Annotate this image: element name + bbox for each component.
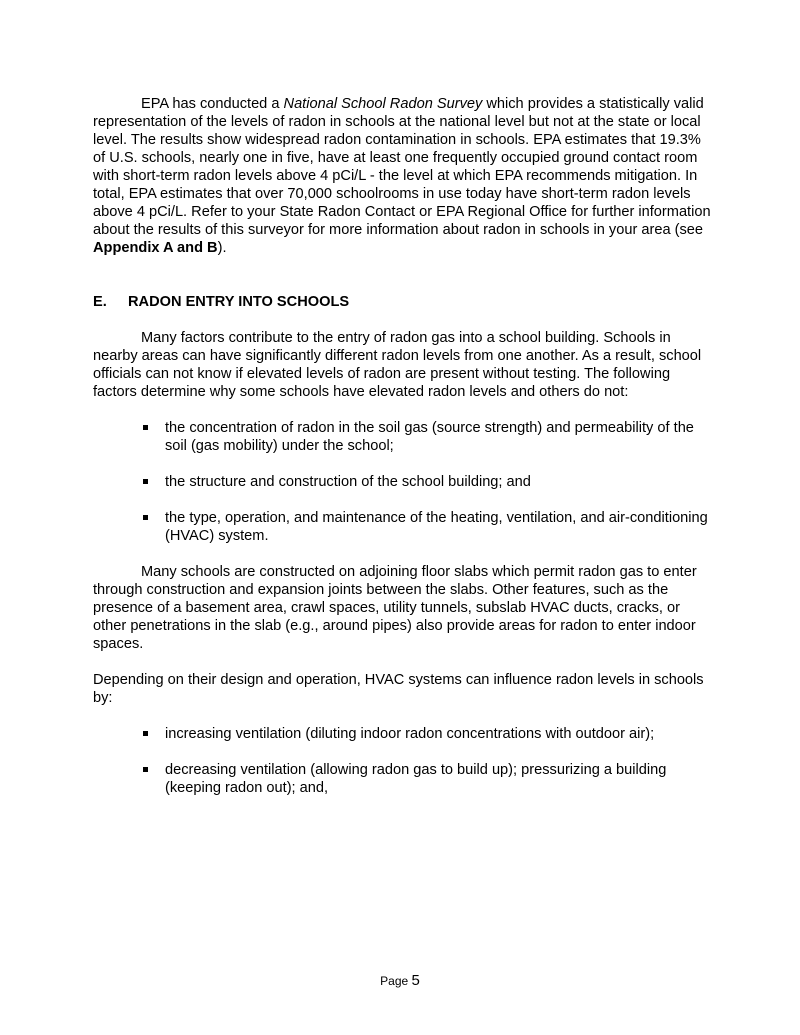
list-item: the structure and construction of the school building; and xyxy=(93,473,713,491)
survey-title: National School Radon Survey xyxy=(283,96,483,112)
page-footer xyxy=(0,972,800,990)
hvac-effects-list xyxy=(93,725,713,797)
list-item: the concentration of radon in the soil gas (source strength) and permeability of the soil (gas mobility) under the school; xyxy=(93,419,713,455)
section-letter: E. xyxy=(93,294,107,310)
hvac-intro-paragraph: Depending on their design and operation, HVAC systems can influence radon levels in schools by: xyxy=(93,672,704,706)
factors-list xyxy=(93,419,713,545)
survey-paragraph: EPA has conducted a National School Radon Survey which provides a statistically valid representation of the levels of radon in schools at the national level but not at the state or local level. The results show widespread radon contamination in schools. EPA estimates that 19.3% of U.S. schools, nearly one in five, have at least one frequently occupied ground contact room with short-term radon levels above 4 pCi/L - the level at which EPA recommends mitigation. In total, EPA estimates that over 70,000 schoolrooms in use today have short-term radon levels above 4 pCi/L. Refer to your State Radon Contact or EPA Regional Office for further information about the results of this surveyor for more information about radon in schools in your area (see Appendix A and B). xyxy=(93,96,711,256)
section-heading xyxy=(93,293,713,311)
page-number: 5 xyxy=(411,972,420,989)
bullet-square-icon xyxy=(143,767,148,772)
list-item: decreasing ventilation (allowing radon gas to build up); pressurizing a building (keeping radon out); and, xyxy=(93,761,713,797)
appendix-reference: Appendix A and B xyxy=(93,240,218,256)
bullet-square-icon xyxy=(143,731,148,736)
slab-paragraph: Many schools are constructed on adjoining floor slabs which permit radon gas to enter through construction and expansion joints between the slabs. Other features, such as the presence of a basement area, crawl spaces, utility tunnels, subslab HVAC ducts, cracks, or other penetrations in the slab (e.g., around pipes) also provide areas for radon to enter indoor spaces. xyxy=(93,564,697,652)
bullet-square-icon xyxy=(143,515,148,520)
bullet-square-icon xyxy=(143,479,148,484)
list-item: the type, operation, and maintenance of the heating, ventilation, and air-conditioning (HVAC) system. xyxy=(93,509,713,545)
bullet-square-icon xyxy=(143,425,148,430)
section-title: RADON ENTRY INTO SCHOOLS xyxy=(128,294,350,310)
list-item: increasing ventilation (diluting indoor radon concentrations with outdoor air); xyxy=(93,725,713,743)
document-page xyxy=(93,95,713,815)
page-label: Page xyxy=(380,974,412,988)
factors-intro-paragraph: Many factors contribute to the entry of radon gas into a school building. Schools in nearby areas can have significantly different radon levels from one another. As a result, school officials can not know if elevated levels of radon are present without testing. The following factors determine why some schools have elevated radon levels and others do not: xyxy=(93,330,702,400)
